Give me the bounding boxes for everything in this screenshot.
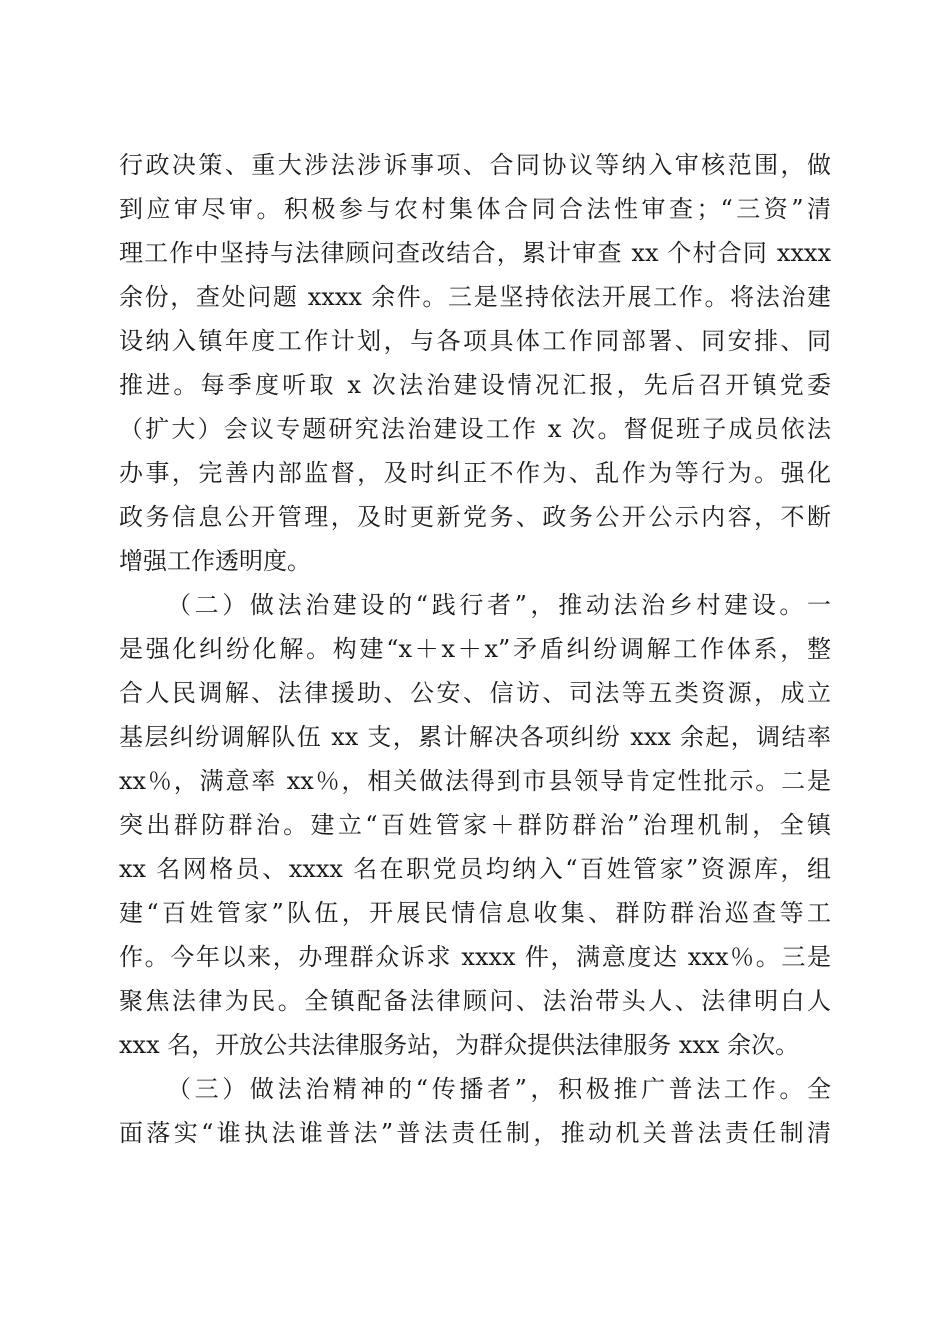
paragraph-1: [119, 143, 831, 583]
text-line: 是强化纠纷化解。构建“x＋x＋x”矛盾纠纷调解工作体系，整: [119, 635, 831, 663]
text-line: 行政决策、重大涉法涉诉事项、合同协议等纳入审核范围，做: [119, 151, 831, 179]
text-line: 设纳入镇年度工作计划，与各项具体工作同部署、同安排、同: [119, 327, 831, 355]
text-line: 到应审尽审。积极参与农村集体合同合法性审查；“三资”清: [119, 195, 831, 223]
text-line: 余份，查处问题 xxxx 余件。三是坚持依法开展工作。将法治建: [119, 283, 831, 311]
text-line: 推进。每季度听取 x 次法治建设情况汇报，先后召开镇党委: [119, 371, 831, 399]
text-line: 基层纠纷调解队伍 xx 支，累计解决各项纠纷 xxx 余起，调结率: [119, 723, 831, 751]
text-line: 合人民调解、法律援助、公安、信访、司法等五类资源，成立: [119, 679, 831, 707]
text-line: 作。今年以来，办理群众诉求 xxxx 件，满意度达 xxx％。三是: [119, 943, 831, 971]
text-line: 办事，完善内部监督，及时纠正不作为、乱作为等行为。强化: [119, 459, 831, 487]
paragraph-3: [119, 1067, 831, 1155]
text-line: 面落实“谁执法谁普法”普法责任制，推动机关普法责任制清: [119, 1119, 831, 1147]
section-heading-line: （三）做法治精神的“传播者”，积极推广普法工作。全: [167, 1075, 831, 1103]
text-line: xxx 名，开放公共法律服务站，为群众提供法律服务 xxx 余次。: [119, 1031, 800, 1059]
text-line: 建“百姓管家”队伍，开展民情信息收集、群防群治巡查等工: [119, 899, 831, 927]
text-line: xx％，满意率 xx％，相关做法得到市县领导肯定性批示。二是: [119, 767, 831, 795]
text-line: xx 名网格员、xxxx 名在职党员均纳入“百姓管家”资源库，组: [119, 855, 831, 883]
body-text: [119, 143, 831, 1155]
paragraph-2: [119, 583, 831, 1067]
text-line: 理工作中坚持与法律顾问查改结合，累计审查 xx 个村合同 xxxx: [119, 239, 831, 267]
text-line: 增强工作透明度。: [119, 547, 311, 575]
section-heading-line: （二）做法治建设的“践行者”，推动法治乡村建设。一: [167, 591, 831, 619]
text-line: （扩大）会议专题研究法治建设工作 x 次。督促班子成员依法: [119, 415, 831, 443]
text-line: 聚焦法律为民。全镇配备法律顾问、法治带头人、法律明白人: [119, 987, 831, 1015]
text-line: 突出群防群治。建立“百姓管家＋群防群治”治理机制，全镇: [119, 811, 831, 839]
text-line: 政务信息公开管理，及时更新党务、政务公开公示内容，不断: [119, 503, 831, 531]
